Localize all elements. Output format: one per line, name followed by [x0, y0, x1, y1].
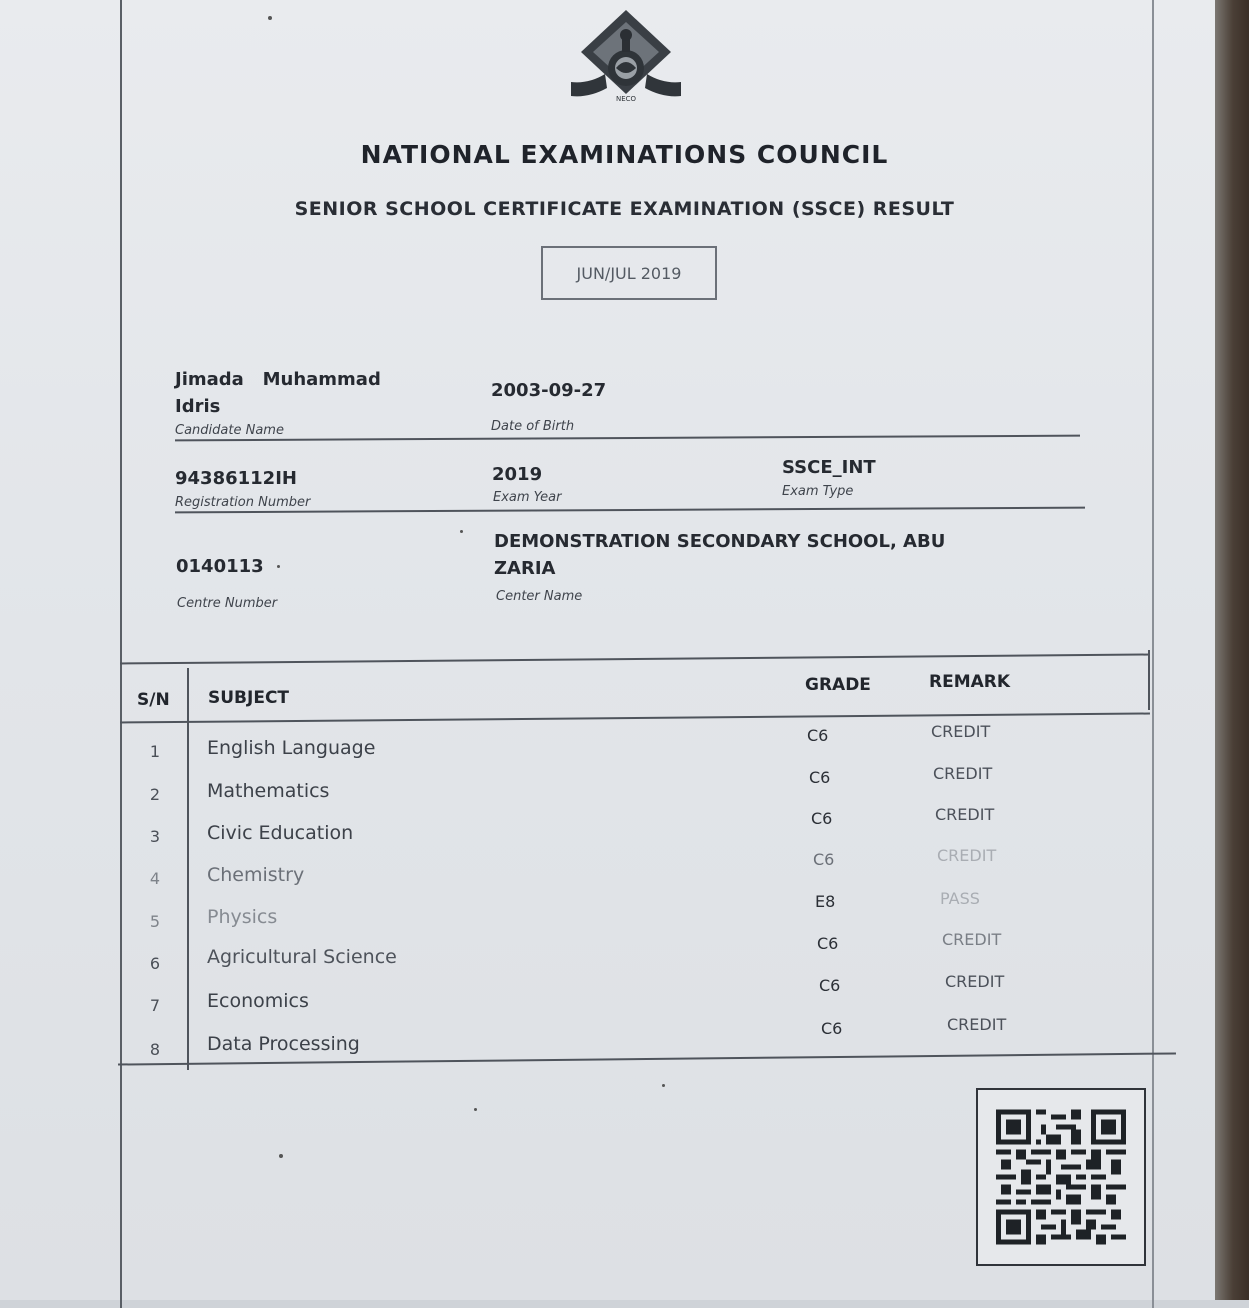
exam-title: SENIOR SCHOOL CERTIFICATE EXAMINATION (SSCE) RESULT: [294, 198, 955, 220]
row-remark: CREDIT: [937, 846, 997, 865]
row-sn: 1: [149, 742, 161, 761]
row-grade: C6: [811, 809, 833, 828]
table-surface: [1209, 0, 1249, 1300]
candidate-name-line1: Jimada Muhammad: [175, 369, 381, 390]
table-column-divider: [187, 668, 189, 1070]
row-grade: C6: [809, 768, 831, 787]
exam-type-label: Exam Type: [782, 484, 854, 499]
exam-year: 2019: [492, 464, 543, 485]
row-remark: CREDIT: [945, 972, 1005, 991]
date-of-birth-label: Date of Birth: [491, 419, 575, 434]
row-sn: 6: [149, 954, 161, 973]
row-grade: E8: [815, 892, 836, 911]
candidate-name-label: Candidate Name: [175, 423, 284, 438]
row-subject: Physics: [207, 906, 278, 928]
header-sn: S/N: [137, 690, 170, 710]
row-grade: C6: [817, 934, 839, 953]
exam-type: SSCE_INT: [782, 457, 876, 478]
row-subject: English Language: [207, 737, 376, 759]
centre-number-label: Centre Number: [177, 596, 278, 611]
header-subject: SUBJECT: [208, 688, 290, 708]
paper-speck: [277, 565, 280, 568]
row-remark: CREDIT: [947, 1015, 1007, 1034]
paper-speck: [268, 16, 272, 20]
centre-name-line1: DEMONSTRATION SECONDARY SCHOOL, ABU: [494, 531, 946, 552]
row-grade: C6: [819, 976, 841, 995]
row-sn: 7: [149, 996, 161, 1015]
row-remark: CREDIT: [931, 722, 991, 741]
row-remark: CREDIT: [935, 805, 995, 824]
header-remark: REMARK: [929, 672, 1011, 692]
row-subject: Chemistry: [207, 864, 305, 886]
centre-number: 0140113: [176, 556, 264, 577]
exam-session-box: [541, 246, 717, 300]
exam-session: JUN/JUL 2019: [576, 263, 682, 283]
row-remark: CREDIT: [942, 930, 1002, 949]
row-grade: C6: [807, 726, 829, 745]
registration-number-label: Registration Number: [175, 495, 311, 510]
date-of-birth: 2003-09-27: [491, 380, 607, 401]
paper-speck: [662, 1084, 665, 1087]
candidate-name-line2: Idris: [175, 396, 221, 417]
qr-code-icon: [996, 1108, 1126, 1246]
paper-speck: [460, 530, 463, 533]
centre-name: [494, 528, 1014, 582]
row-subject: Agricultural Science: [207, 946, 397, 968]
row-sn: 4: [149, 869, 161, 888]
row-subject: Data Processing: [207, 1033, 360, 1055]
verification-qr-box: [976, 1088, 1146, 1266]
row-subject: Civic Education: [207, 822, 354, 844]
row-grade: C6: [821, 1019, 843, 1038]
neco-crest-icon: [567, 8, 685, 104]
organization-title: NATIONAL EXAMINATIONS COUNCIL: [360, 140, 889, 169]
row-subject: Mathematics: [207, 780, 330, 802]
centre-name-label: Center Name: [496, 589, 583, 604]
row-sn: 2: [149, 785, 161, 804]
paper-speck: [279, 1154, 283, 1158]
paper-speck: [474, 1108, 477, 1111]
row-remark: PASS: [940, 889, 980, 908]
row-subject: Economics: [207, 990, 309, 1012]
row-sn: 3: [149, 827, 161, 846]
table-right-edge: [1148, 650, 1150, 710]
candidate-name: [175, 366, 381, 420]
svg-text:NECO: NECO: [615, 95, 637, 103]
centre-name-line2: ZARIA: [494, 558, 556, 579]
row-remark: CREDIT: [933, 764, 993, 783]
exam-year-label: Exam Year: [493, 490, 562, 505]
registration-number: 94386112IH: [175, 468, 297, 489]
header-grade: GRADE: [805, 675, 871, 695]
row-sn: 8: [149, 1040, 161, 1059]
row-grade: C6: [813, 850, 835, 869]
row-sn: 5: [149, 912, 161, 931]
